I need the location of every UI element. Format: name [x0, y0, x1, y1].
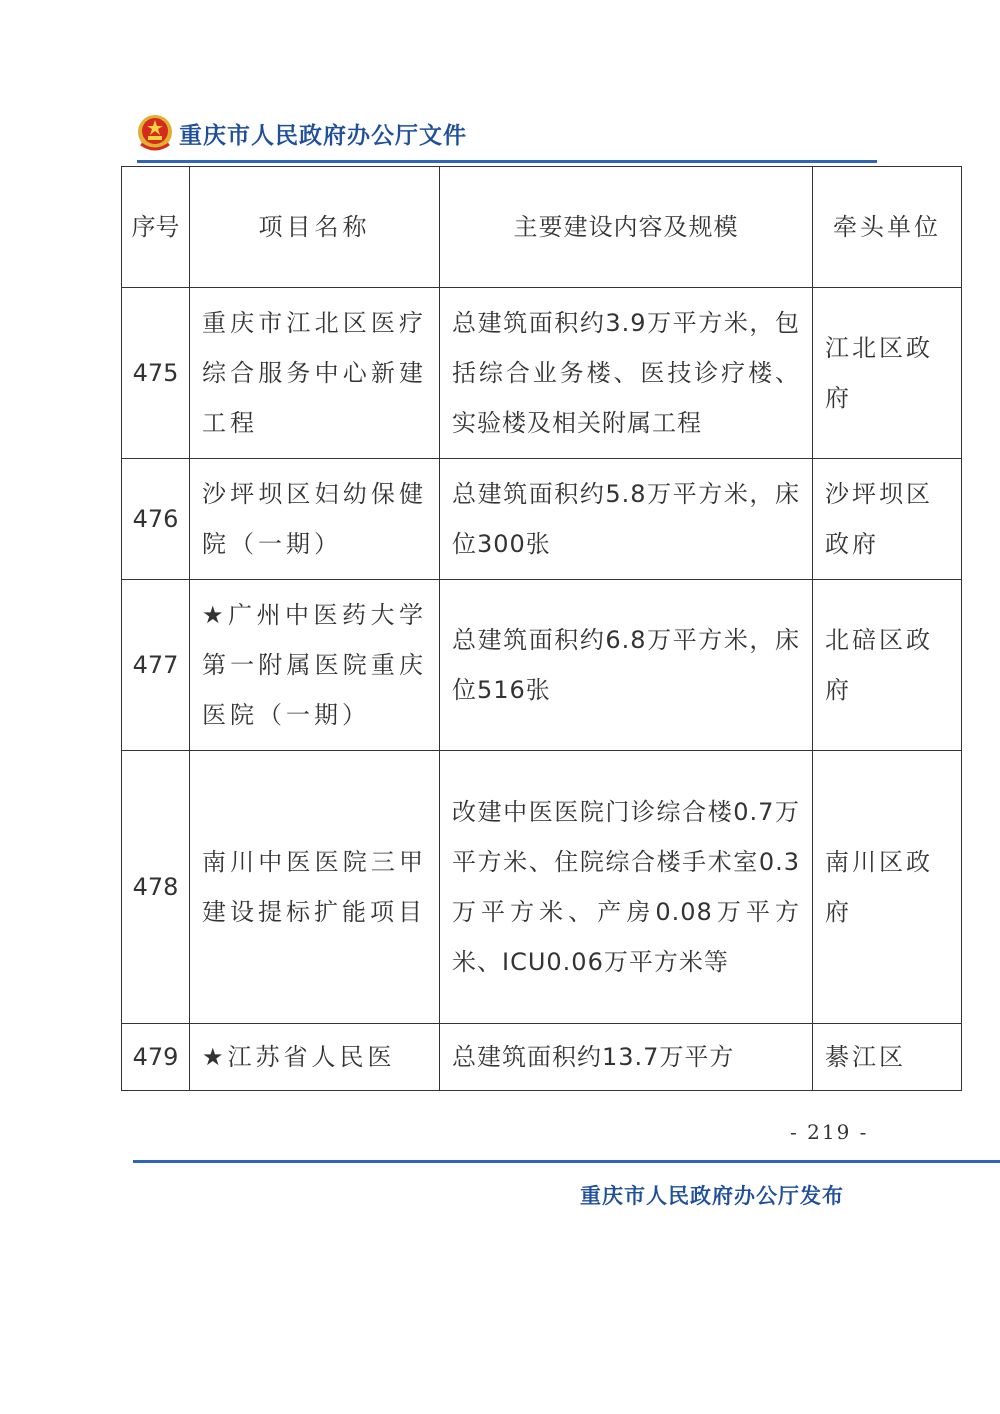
table-row: [122, 751, 962, 1024]
footer-publisher: 重庆市人民政府办公厅发布: [580, 1184, 844, 1208]
row-number: 476: [122, 459, 190, 580]
lead-unit: 江北区政府: [813, 288, 962, 459]
column-header-name: 项目名称: [190, 167, 440, 288]
project-name: ★江苏省人民医: [190, 1024, 440, 1091]
header-title: 重庆市人民政府办公厅文件: [179, 122, 467, 149]
table-row: [122, 288, 962, 459]
column-header-no: 序号: [122, 167, 190, 288]
lead-unit: 北碚区政府: [813, 580, 962, 751]
table-header-row: [122, 167, 962, 288]
row-number: 479: [122, 1024, 190, 1091]
lead-unit: 沙坪坝区政府: [813, 459, 962, 580]
column-header-unit-text: 牵头单位: [833, 213, 941, 241]
project-content: 总建筑面积约5.8万平方米，床位300张: [440, 459, 813, 580]
project-content: 总建筑面积约3.9万平方米，包括综合业务楼、医技诊疗楼、实验楼及相关附属工程: [440, 288, 813, 459]
lead-unit: 綦江区: [813, 1024, 962, 1091]
table-row: [122, 1024, 962, 1091]
table-row: [122, 580, 962, 751]
row-number: 477: [122, 580, 190, 751]
header-divider: [137, 160, 877, 163]
project-name: 重庆市江北区医疗综合服务中心新建工程: [190, 288, 440, 459]
page-number: - 219 -: [790, 1120, 869, 1144]
project-table: [121, 166, 962, 1091]
column-header-unit: [813, 167, 962, 288]
footer-divider: [133, 1160, 1000, 1163]
project-content: 总建筑面积约13.7万平方: [440, 1024, 813, 1091]
document-header: [137, 112, 467, 154]
column-header-content: 主要建设内容及规模: [440, 167, 813, 288]
table-row: [122, 459, 962, 580]
project-name: 南川中医医院三甲建设提标扩能项目: [190, 751, 440, 1024]
project-content: 改建中医医院门诊综合楼0.7万平方米、住院综合楼手术室0.3万平方米、产房0.08万平方米、ICU0.06万平方米等: [440, 751, 813, 1024]
lead-unit: 南川区政府: [813, 751, 962, 1024]
row-number: 478: [122, 751, 190, 1024]
project-content: 总建筑面积约6.8万平方米，床位516张: [440, 580, 813, 751]
project-name: ★广州中医药大学第一附属医院重庆医院（一期）: [190, 580, 440, 751]
row-number: 475: [122, 288, 190, 459]
project-name: 沙坪坝区妇幼保健院（一期）: [190, 459, 440, 580]
national-emblem-icon: [137, 114, 173, 152]
